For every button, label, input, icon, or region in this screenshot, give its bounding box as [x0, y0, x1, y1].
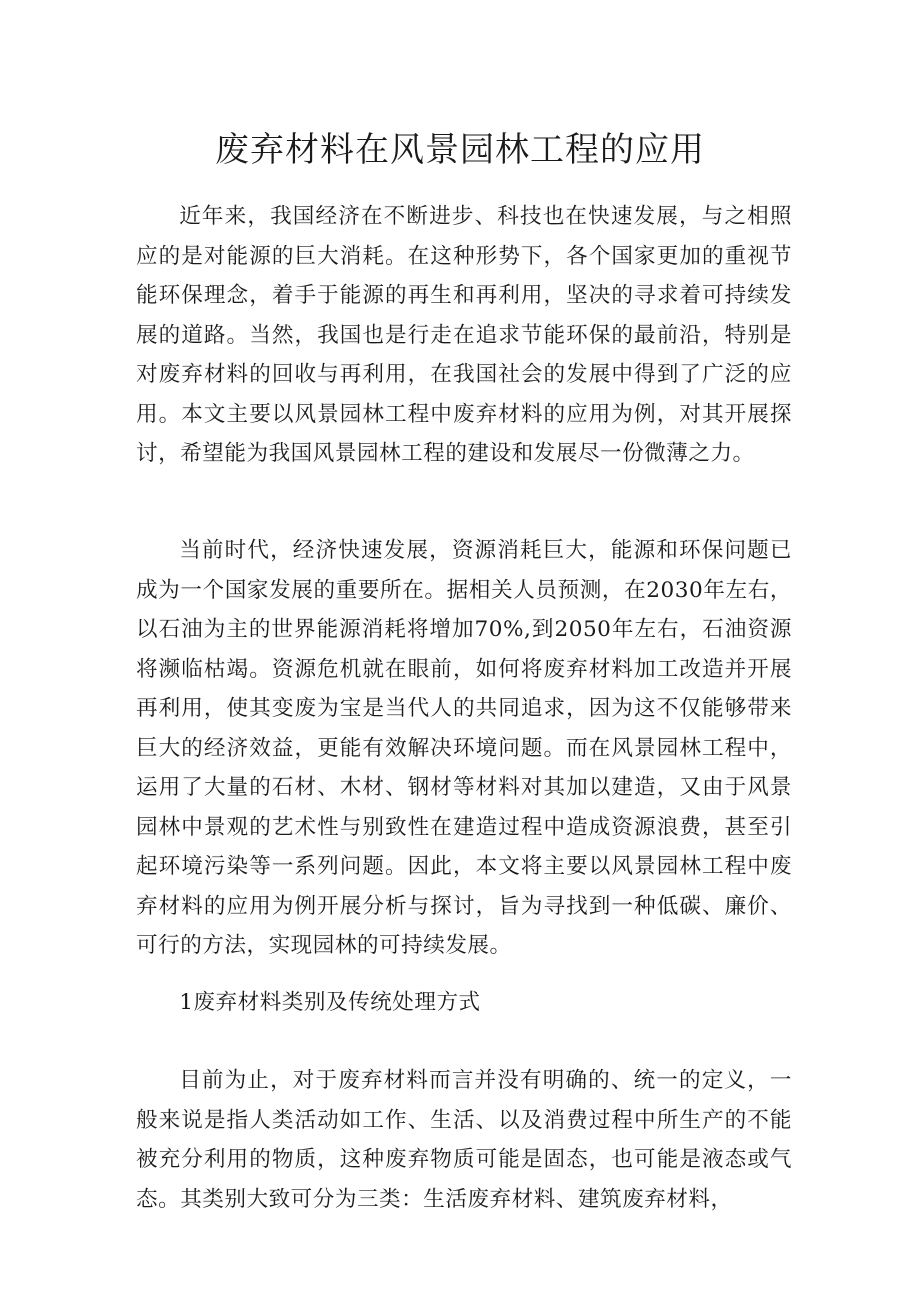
- section-heading: 1废弃材料类别及传统处理方式: [179, 990, 481, 1015]
- paragraph-intro: 近年来，我国经济在不断进步、科技也在快速发展，与之相照应的是对能源的巨大消耗。在这种形势下，各个国家更加的重视节能环保理念，着手于能源的再生和再利用，坚决的寻求着可持续发展的道路。当然，我国也是行走在追求节能环保的最前沿，特别是对废弃材料的回收与再利用，在我国社会的发展中得到了广泛的应用。本文主要以风景园林工程中废弃材料的应用为例，对其开展探讨，希望能为我国风景园林工程的建设和发展尽一份微薄之力。: [136, 204, 792, 466]
- document-title: 废弃材料在风景园林工程的应用: [215, 130, 705, 170]
- paragraph-definition: 目前为止，对于废弃材料而言并没有明确的、统一的定义，一般来说是指人类活动如工作、生活、以及消费过程中所生产的不能被充分利用的物质，这种废弃物质可能是固态，也可能是液态或气态。其类别大致可分为三类：生活废弃材料、建筑废弃材料，: [136, 1068, 792, 1212]
- paragraph-background: 当前时代，经济快速发展，资源消耗巨大，能源和环保问题已成为一个国家发展的重要所在。据相关人员预测，在2030年左右，以石油为主的世界能源消耗将增加70%,到2050年左右，石油资源将濒临枯竭。资源危机就在眼前，如何将废弃材料加工改造并开展再利用，使其变废为宝是当代人的共同追求，因为这不仅能够带来巨大的经济效益，更能有效解决环境问题。而在风景园林工程中，运用了大量的石材、木材、钢材等材料对其加以建造，又由于风景园林中景观的艺术性与别致性在建造过程中造成资源浪费，甚至引起环境污染等一系列问题。因此，本文将主要以风景园林工程中废弃材料的应用为例开展分析与探讨，旨为寻找到一种低碳、廉价、可行的方法，实现园林的可持续发展。: [136, 538, 792, 958]
